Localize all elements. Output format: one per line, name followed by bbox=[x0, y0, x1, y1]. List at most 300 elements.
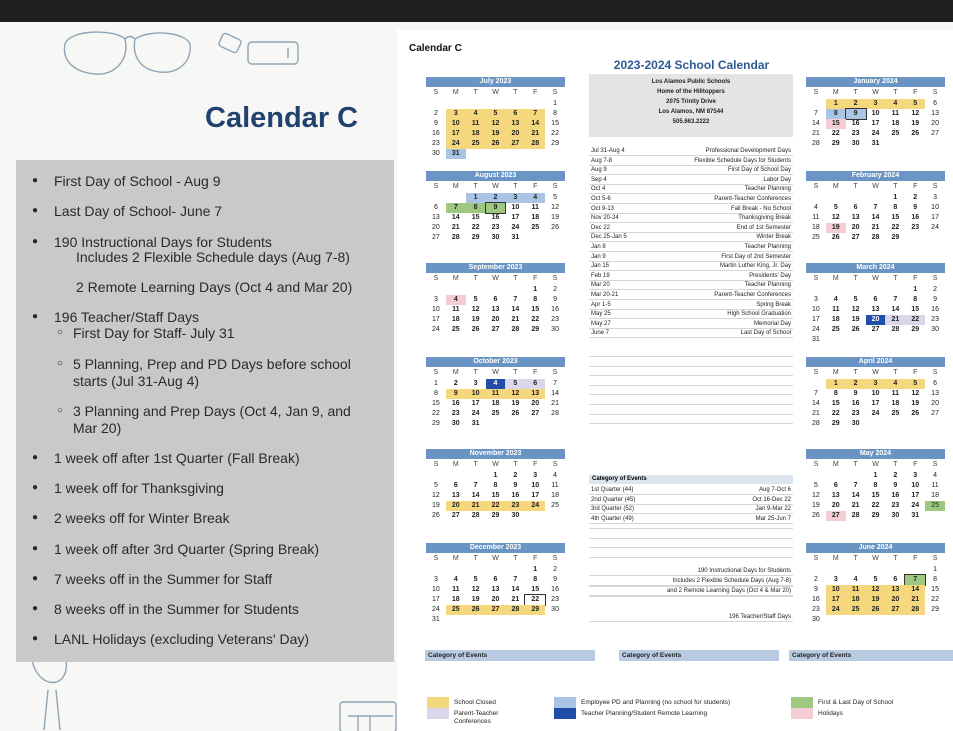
event-row bbox=[589, 205, 793, 214]
day-cell: 10 bbox=[911, 482, 920, 489]
day-grid bbox=[806, 273, 945, 345]
event-date: Aug 7-8 bbox=[591, 157, 613, 164]
weekday-label: S bbox=[813, 89, 819, 96]
day-cell: 6 bbox=[833, 482, 838, 489]
empty-cell bbox=[466, 99, 486, 109]
day-cell: 25 bbox=[491, 410, 500, 417]
empty-row bbox=[589, 530, 793, 539]
day-cell: 9 bbox=[433, 120, 438, 127]
day-cell: 17 bbox=[871, 120, 880, 127]
day-cell: 27 bbox=[931, 410, 939, 417]
empty-cell bbox=[846, 285, 866, 295]
day-cell: 28 bbox=[905, 605, 925, 615]
day-cell: 21 bbox=[905, 595, 925, 605]
day-cell: 29 bbox=[432, 420, 440, 427]
day-cell: 24 bbox=[432, 326, 440, 333]
event-name: High School Graduation bbox=[727, 311, 791, 318]
day-cell: 13 bbox=[505, 119, 525, 129]
empty-row bbox=[589, 396, 793, 405]
day-cell: 19 bbox=[471, 596, 480, 603]
day-cell: 23 bbox=[891, 502, 900, 509]
quarter-range: Mar 25-Jun 7 bbox=[755, 515, 791, 522]
day-cell: 19 bbox=[911, 400, 920, 407]
day-cell: 22 bbox=[931, 596, 939, 603]
empty-row bbox=[589, 358, 793, 367]
bullet-item bbox=[16, 419, 394, 437]
day-cell: 16 bbox=[551, 586, 559, 593]
weekday-label: M bbox=[832, 461, 839, 468]
day-cell: 2 bbox=[486, 193, 506, 203]
empty-cell bbox=[505, 565, 525, 575]
day-cell: 23 bbox=[451, 410, 460, 417]
day-cell: 4 bbox=[525, 193, 545, 203]
day-cell: 1 bbox=[533, 286, 538, 293]
day-cell: 8 bbox=[433, 390, 438, 397]
day-cell: 5 bbox=[433, 482, 438, 489]
day-cell: 15 bbox=[911, 306, 920, 313]
weekday-label: T bbox=[893, 275, 898, 282]
day-cell: 16 bbox=[511, 492, 520, 499]
day-cell: 28 bbox=[525, 139, 545, 149]
weekday-label: T bbox=[473, 89, 478, 96]
weekday-label: T bbox=[853, 555, 858, 562]
empty-cell bbox=[846, 565, 866, 575]
legend-swatch bbox=[554, 697, 576, 708]
summary-row bbox=[589, 613, 793, 622]
bullet-text: Last Day of School- June 7 bbox=[54, 203, 223, 219]
day-cell: 12 bbox=[471, 586, 480, 593]
day-cell: 3 bbox=[866, 379, 886, 389]
bullet-marker: ● bbox=[32, 603, 39, 614]
month-header: September 2023 bbox=[426, 263, 565, 273]
day-cell: 21 bbox=[812, 410, 820, 417]
empty-row bbox=[589, 539, 793, 548]
day-cell: 13 bbox=[931, 390, 939, 397]
bullet-text: 8 weeks off in the Summer for Students bbox=[54, 601, 299, 617]
day-cell: 31 bbox=[511, 234, 520, 241]
day-cell: 26 bbox=[831, 234, 840, 241]
weekday-label: M bbox=[452, 369, 459, 376]
weekday-label: F bbox=[913, 275, 918, 282]
day-cell: 28 bbox=[451, 234, 460, 241]
day-cell: 19 bbox=[826, 223, 846, 233]
weekday-label: S bbox=[813, 183, 819, 190]
weekday-label: M bbox=[832, 183, 839, 190]
legend-label: Holidays bbox=[818, 710, 843, 717]
weekday-label: T bbox=[473, 369, 478, 376]
event-row bbox=[589, 147, 793, 156]
day-cell: 17 bbox=[446, 129, 466, 139]
day-cell: 30 bbox=[931, 326, 939, 333]
weekday-label: M bbox=[452, 555, 459, 562]
day-cell: 16 bbox=[851, 400, 860, 407]
day-cell: 19 bbox=[911, 120, 920, 127]
event-row bbox=[589, 176, 793, 185]
weekday-label: M bbox=[832, 369, 839, 376]
bullet-item bbox=[16, 449, 394, 467]
weekday-label: S bbox=[932, 183, 938, 190]
day-cell: 13 bbox=[871, 306, 880, 313]
day-cell: 21 bbox=[851, 502, 860, 509]
day-cell: 6 bbox=[893, 576, 898, 583]
day-cell: 6 bbox=[493, 576, 498, 583]
bullet-text: 1 week off after 3rd Quarter (Spring Break) bbox=[54, 541, 320, 557]
day-cell: 9 bbox=[513, 482, 518, 489]
category-bar: Category of Events bbox=[619, 650, 779, 661]
weekday-label: M bbox=[452, 275, 459, 282]
day-cell: 27 bbox=[432, 234, 440, 241]
empty-cell bbox=[446, 285, 466, 295]
day-cell: 10 bbox=[812, 306, 820, 313]
slide-title: Calendar C bbox=[205, 102, 359, 134]
day-cell: 20 bbox=[866, 315, 886, 325]
month-header: January 2024 bbox=[806, 77, 945, 87]
day-cell: 5 bbox=[553, 194, 558, 201]
empty-cell bbox=[826, 285, 846, 295]
month-header: March 2024 bbox=[806, 263, 945, 273]
empty-row bbox=[589, 377, 793, 386]
day-cell: 3 bbox=[813, 296, 818, 303]
empty-cell bbox=[426, 193, 446, 203]
weekday-label: W bbox=[492, 183, 499, 190]
day-cell: 25 bbox=[451, 326, 460, 333]
day-cell: 19 bbox=[851, 316, 860, 323]
day-cell: 17 bbox=[871, 400, 880, 407]
empty-cell bbox=[806, 99, 826, 109]
day-cell: 4 bbox=[486, 379, 506, 389]
empty-cell bbox=[826, 193, 846, 203]
day-cell: 10 bbox=[871, 390, 880, 397]
day-cell: 29 bbox=[891, 234, 900, 241]
weekday-label: W bbox=[492, 89, 499, 96]
day-cell: 9 bbox=[446, 389, 466, 399]
day-cell: 27 bbox=[851, 234, 860, 241]
mini-calendar bbox=[426, 171, 565, 243]
mini-calendar bbox=[426, 263, 565, 335]
event-name: First Day of School Day bbox=[727, 167, 791, 174]
event-row bbox=[589, 166, 793, 175]
weekday-label: F bbox=[913, 461, 918, 468]
day-cell: 29 bbox=[491, 512, 500, 519]
day-cell: 24 bbox=[911, 502, 920, 509]
day-cell: 29 bbox=[525, 605, 545, 615]
day-grid bbox=[806, 553, 945, 625]
day-cell: 7 bbox=[813, 390, 818, 397]
summary-row bbox=[589, 567, 793, 576]
empty-row bbox=[589, 578, 793, 587]
day-cell: 8 bbox=[553, 110, 558, 117]
day-cell: 13 bbox=[851, 214, 860, 221]
quarter-range: Oct 16-Dec 22 bbox=[752, 496, 791, 503]
day-cell: 20 bbox=[432, 224, 440, 231]
day-cell: 28 bbox=[871, 234, 880, 241]
day-cell: 4 bbox=[933, 472, 938, 479]
bullet-text: 190 Instructional Days for Students bbox=[54, 234, 272, 250]
event-name: Teacher Planning bbox=[744, 244, 791, 250]
day-cell: 6 bbox=[853, 204, 858, 211]
weekday-label: W bbox=[872, 461, 879, 468]
weekday-label: S bbox=[552, 275, 558, 282]
event-date: June 7 bbox=[591, 330, 610, 337]
calendar-title: 2023-2024 School Calendar bbox=[613, 58, 770, 72]
event-date: May 25 bbox=[591, 311, 611, 318]
event-date: Oct 4 bbox=[591, 186, 606, 193]
event-date: May 27 bbox=[591, 320, 611, 327]
legend-swatch bbox=[791, 708, 813, 719]
day-cell: 19 bbox=[486, 129, 506, 139]
sub-bullet-marker: ○ bbox=[57, 405, 64, 416]
day-cell: 15 bbox=[551, 120, 559, 127]
day-cell: 26 bbox=[486, 139, 506, 149]
weekday-label: W bbox=[492, 275, 499, 282]
day-cell: 30 bbox=[551, 606, 559, 613]
empty-row bbox=[589, 367, 793, 376]
weekday-label: S bbox=[433, 369, 439, 376]
day-cell: 28 bbox=[471, 512, 480, 519]
day-cell: 3 bbox=[433, 576, 438, 583]
event-date: Nov 20-24 bbox=[591, 215, 619, 222]
bullet-item bbox=[16, 372, 394, 390]
weekday-label: S bbox=[932, 369, 938, 376]
event-name: Teacher Planning bbox=[744, 186, 791, 193]
day-cell: 18 bbox=[812, 224, 820, 231]
day-cell: 27 bbox=[486, 605, 506, 615]
event-row bbox=[589, 329, 793, 338]
day-cell: 26 bbox=[812, 512, 820, 519]
weekday-label: S bbox=[433, 183, 439, 190]
day-cell: 23 bbox=[931, 316, 939, 323]
weekday-label: M bbox=[452, 89, 459, 96]
day-cell: 25 bbox=[831, 326, 840, 333]
day-cell: 2 bbox=[846, 99, 866, 109]
day-cell: 20 bbox=[831, 502, 840, 509]
event-row bbox=[589, 310, 793, 319]
day-cell: 27 bbox=[871, 326, 880, 333]
day-cell: 29 bbox=[551, 140, 559, 147]
day-cell: 21 bbox=[451, 224, 460, 231]
event-row bbox=[589, 320, 793, 329]
day-cell: 18 bbox=[931, 492, 939, 499]
weekday-label: S bbox=[552, 555, 558, 562]
bullet-marker: ● bbox=[32, 482, 39, 493]
event-row bbox=[589, 233, 793, 242]
day-cell: 24 bbox=[871, 130, 880, 137]
day-cell: 3 bbox=[833, 576, 838, 583]
day-cell: 24 bbox=[471, 410, 480, 417]
day-cell: 26 bbox=[911, 410, 920, 417]
day-cell: 10 bbox=[531, 482, 540, 489]
empty-cell bbox=[525, 99, 545, 109]
day-cell: 8 bbox=[533, 576, 538, 583]
legend-swatch bbox=[791, 697, 813, 708]
empty-cell bbox=[846, 471, 866, 481]
day-cell: 6 bbox=[525, 379, 545, 389]
day-cell: 4 bbox=[885, 99, 905, 109]
bullet-text: 2 Remote Learning Days (Oct 4 and Mar 20) bbox=[76, 279, 353, 295]
day-cell: 31 bbox=[446, 149, 466, 159]
day-cell: 6 bbox=[933, 100, 938, 107]
day-cell: 27 bbox=[451, 512, 460, 519]
day-cell: 6 bbox=[433, 204, 438, 211]
event-row bbox=[589, 185, 793, 194]
empty-row bbox=[589, 415, 793, 424]
day-cell: 18 bbox=[451, 596, 460, 603]
day-cell: 4 bbox=[813, 204, 818, 211]
weekday-label: M bbox=[452, 461, 459, 468]
quarter-range: Aug 7-Oct 6 bbox=[758, 487, 791, 493]
day-cell: 16 bbox=[451, 400, 460, 407]
weekday-label: S bbox=[932, 555, 938, 562]
day-cell: 8 bbox=[833, 390, 838, 397]
day-cell: 1 bbox=[873, 472, 878, 479]
event-name: Thanksgiving Break bbox=[738, 215, 791, 222]
quarter-row bbox=[589, 496, 793, 505]
bullet-marker: ● bbox=[32, 573, 39, 584]
day-cell: 19 bbox=[866, 595, 886, 605]
event-row bbox=[589, 224, 793, 233]
day-cell: 18 bbox=[891, 400, 900, 407]
weekday-label: T bbox=[513, 183, 518, 190]
day-cell: 4 bbox=[466, 109, 486, 119]
day-cell: 2 bbox=[553, 286, 558, 293]
empty-cell bbox=[846, 193, 866, 203]
weekday-label: W bbox=[872, 369, 879, 376]
weekday-label: W bbox=[872, 555, 879, 562]
day-cell: 28 bbox=[812, 140, 820, 147]
weekday-label: S bbox=[552, 183, 558, 190]
weekday-label: T bbox=[893, 461, 898, 468]
weekday-label: F bbox=[533, 89, 538, 96]
day-cell: 21 bbox=[466, 501, 486, 511]
day-cell: 18 bbox=[846, 595, 866, 605]
day-cell: 22 bbox=[432, 410, 440, 417]
day-cell: 11 bbox=[551, 482, 559, 489]
month-header: October 2023 bbox=[426, 357, 565, 367]
day-cell: 13 bbox=[885, 585, 905, 595]
day-cell: 7 bbox=[473, 482, 478, 489]
event-date: Apr 1-5 bbox=[591, 301, 611, 308]
day-grid bbox=[426, 181, 565, 243]
month-header: April 2024 bbox=[806, 357, 945, 367]
day-cell: 21 bbox=[871, 224, 880, 231]
day-cell: 17 bbox=[531, 492, 540, 499]
day-cell: 26 bbox=[866, 605, 886, 615]
day-cell: 14 bbox=[812, 400, 820, 407]
day-cell: 11 bbox=[891, 390, 900, 397]
day-cell: 9 bbox=[853, 390, 858, 397]
weekday-label: S bbox=[932, 275, 938, 282]
day-cell: 11 bbox=[832, 306, 840, 313]
event-row bbox=[589, 195, 793, 204]
day-cell: 15 bbox=[826, 119, 846, 129]
day-cell: 29 bbox=[831, 420, 840, 427]
weekday-label: S bbox=[433, 555, 439, 562]
day-cell: 25 bbox=[531, 224, 540, 231]
weekday-label: T bbox=[473, 461, 478, 468]
day-cell: 10 bbox=[432, 306, 440, 313]
day-cell: 8 bbox=[826, 109, 846, 119]
day-cell: 24 bbox=[826, 605, 846, 615]
day-cell: 11 bbox=[486, 389, 506, 399]
day-cell: 9 bbox=[893, 482, 898, 489]
day-cell: 14 bbox=[471, 492, 480, 499]
day-cell: 27 bbox=[531, 410, 540, 417]
bullet-marker: ● bbox=[32, 543, 39, 554]
weekday-label: M bbox=[832, 89, 839, 96]
day-cell: 30 bbox=[851, 140, 860, 147]
weekday-label: T bbox=[853, 183, 858, 190]
weekday-label: T bbox=[893, 555, 898, 562]
day-cell: 16 bbox=[812, 596, 820, 603]
day-cell: 30 bbox=[432, 150, 440, 157]
day-cell: 28 bbox=[851, 512, 860, 519]
calendar-document bbox=[397, 30, 953, 731]
keyboard-doodle-icon bbox=[338, 698, 398, 731]
legend-label: First & Last Day of School bbox=[818, 699, 894, 706]
bullet-item bbox=[16, 278, 394, 296]
weekday-label: F bbox=[533, 369, 538, 376]
day-cell: 2 bbox=[933, 286, 938, 293]
day-grid bbox=[426, 273, 565, 335]
empty-cell bbox=[446, 99, 466, 109]
day-cell: 7 bbox=[905, 575, 925, 585]
day-cell: 7 bbox=[513, 576, 518, 583]
day-cell: 23 bbox=[505, 501, 525, 511]
event-row bbox=[589, 214, 793, 223]
empty-cell bbox=[905, 565, 925, 575]
weekday-label: S bbox=[813, 461, 819, 468]
day-cell: 13 bbox=[525, 389, 545, 399]
day-cell: 16 bbox=[911, 214, 920, 221]
day-grid bbox=[806, 367, 945, 429]
day-cell: 16 bbox=[851, 120, 860, 127]
day-cell: 21 bbox=[511, 316, 520, 323]
top-bar bbox=[0, 0, 953, 22]
day-cell: 8 bbox=[493, 482, 498, 489]
day-cell: 31 bbox=[471, 420, 480, 427]
school-info-line: Home of the Hilltoppers bbox=[657, 89, 725, 95]
weekday-label: F bbox=[533, 183, 538, 190]
bullet-marker: ● bbox=[32, 236, 39, 247]
weekday-label: S bbox=[552, 89, 558, 96]
day-cell: 14 bbox=[851, 492, 860, 499]
day-cell: 2 bbox=[846, 379, 866, 389]
bullet-item bbox=[16, 248, 394, 266]
day-cell: 23 bbox=[812, 606, 820, 613]
day-cell: 20 bbox=[885, 595, 905, 605]
day-cell: 5 bbox=[853, 296, 858, 303]
month-header: June 2024 bbox=[806, 543, 945, 553]
quarter-name: 3rd Quarter (52) bbox=[591, 506, 635, 513]
event-row bbox=[589, 301, 793, 310]
month-header: August 2023 bbox=[426, 171, 565, 181]
legend-label: School Closed bbox=[454, 699, 496, 706]
day-cell: 10 bbox=[826, 585, 846, 595]
day-cell: 14 bbox=[451, 214, 460, 221]
day-cell: 21 bbox=[812, 130, 820, 137]
day-cell: 2 bbox=[513, 472, 518, 479]
day-cell: 17 bbox=[471, 400, 480, 407]
day-cell: 13 bbox=[451, 492, 460, 499]
mini-calendar bbox=[426, 449, 565, 521]
day-cell: 14 bbox=[905, 585, 925, 595]
day-cell: 19 bbox=[511, 400, 520, 407]
day-cell: 12 bbox=[471, 306, 480, 313]
bullet-marker: ● bbox=[32, 311, 39, 322]
quarter-range: Jan 9-Mar 22 bbox=[755, 506, 791, 513]
day-cell: 10 bbox=[931, 204, 939, 211]
bullet-item bbox=[16, 172, 394, 190]
